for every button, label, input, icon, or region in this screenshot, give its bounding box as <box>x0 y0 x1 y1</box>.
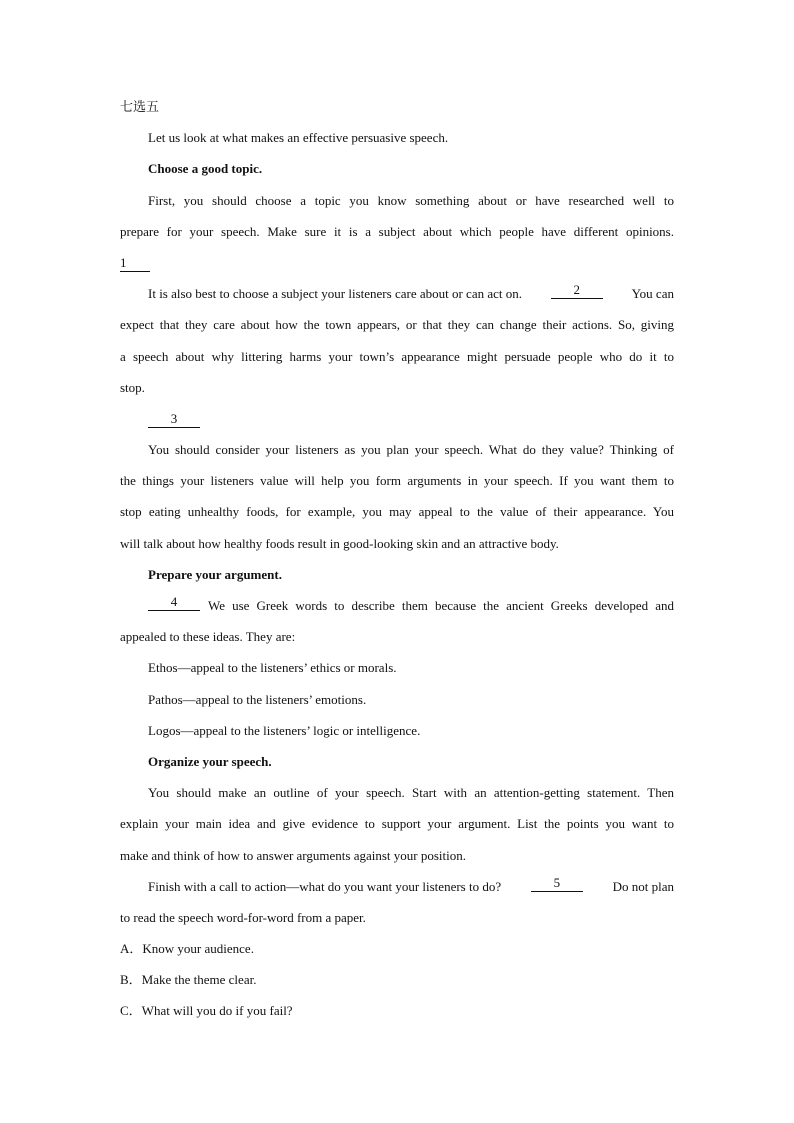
paragraph-1-line-2: prepare for your speech. Make sure it is a subject about which people have different opinions. <box>120 223 674 239</box>
paragraph-5-line-3: make and think of how to answer arguments against your position. <box>120 847 467 863</box>
ethos-item: Ethos—appeal to the listeners’ ethics or morals. <box>148 660 397 676</box>
blank-4[interactable]: 4 <box>148 595 200 611</box>
paragraph-3-line-4: will talk about how healthy foods result in good-looking skin and an attractive body. <box>120 535 559 551</box>
option-letter: C． <box>120 1003 142 1019</box>
paragraph-2-line-4: stop. <box>120 379 145 395</box>
document-page <box>120 96 674 1032</box>
paragraph-5-line-1: You should make an outline of your speech. Start with an attention-getting statement. Then <box>148 785 674 801</box>
paragraph-2-line-2: expect that they care about how the town appears, or that they can change their actions. So, giving <box>120 317 674 333</box>
option-text: What will you do if you fail? <box>141 1003 293 1019</box>
option-letter: A． <box>120 941 143 957</box>
paragraph-1-line-3 <box>120 252 674 283</box>
paragraph-6-line-1 <box>120 876 674 907</box>
paragraph-6-line-2: to read the speech word-for-word from a paper. <box>120 909 366 925</box>
heading-choose-topic: Choose a good topic. <box>148 161 263 177</box>
paragraph-5-line-2: explain your main idea and give evidence to support your argument. List the points you want to <box>120 816 674 832</box>
paragraph-3-line-3: stop eating unhealthy foods, for example, you may appeal to the value of their appearance. You <box>120 504 674 520</box>
intro-paragraph: Let us look at what makes an effective persuasive speech. <box>148 130 449 146</box>
blank-2[interactable]: 2 <box>551 283 603 299</box>
option-a[interactable] <box>120 938 674 969</box>
paragraph-3-line-2: the things your listeners value will help you form arguments in your speech. If you want them to <box>120 473 674 489</box>
paragraph-4-line-2: appealed to these ideas. They are: <box>120 629 296 645</box>
option-text: Know your audience. <box>142 941 254 957</box>
paragraph-1-line-1: First, you should choose a topic you know something about or have researched well to <box>148 192 674 208</box>
paragraph-6-text-before-blank: Finish with a call to action—what do you want your listeners to do? <box>148 878 502 894</box>
option-text: Make the theme clear. <box>141 972 257 988</box>
paragraph-3-line-1: You should consider your listeners as you plan your speech. What do they value? Thinking of <box>148 442 674 458</box>
blank-5[interactable]: 5 <box>531 876 583 892</box>
logos-item: Logos—appeal to the listeners’ logic or intelligence. <box>148 722 421 738</box>
option-letter: B． <box>120 972 142 988</box>
blank-1[interactable]: 1 <box>120 256 150 272</box>
blank-3-line <box>120 408 674 439</box>
paragraph-2-text-after-blank: You can <box>631 286 674 302</box>
option-b[interactable] <box>120 969 674 1000</box>
paragraph-6-text-after-blank: Do not plan <box>612 878 674 894</box>
heading-prepare-argument: Prepare your argument. <box>148 566 282 582</box>
heading-organize-speech: Organize your speech. <box>148 753 272 769</box>
paragraph-4-line-1 <box>120 595 674 626</box>
paragraph-2-text-before-blank: It is also best to choose a subject your listeners care about or can act on. <box>148 286 522 302</box>
pathos-item: Pathos—appeal to the listeners’ emotions. <box>148 691 367 707</box>
option-c[interactable] <box>120 1000 674 1031</box>
paragraph-2-line-1 <box>120 283 674 314</box>
paragraph-4-text-after-blank: We use Greek words to describe them because the ancient Greeks developed and <box>208 598 674 613</box>
section-title: 七选五 <box>120 99 160 114</box>
paragraph-2-line-3: a speech about why littering harms your town’s appearance might persuade people who do it to <box>120 348 674 364</box>
blank-3[interactable]: 3 <box>148 412 200 428</box>
